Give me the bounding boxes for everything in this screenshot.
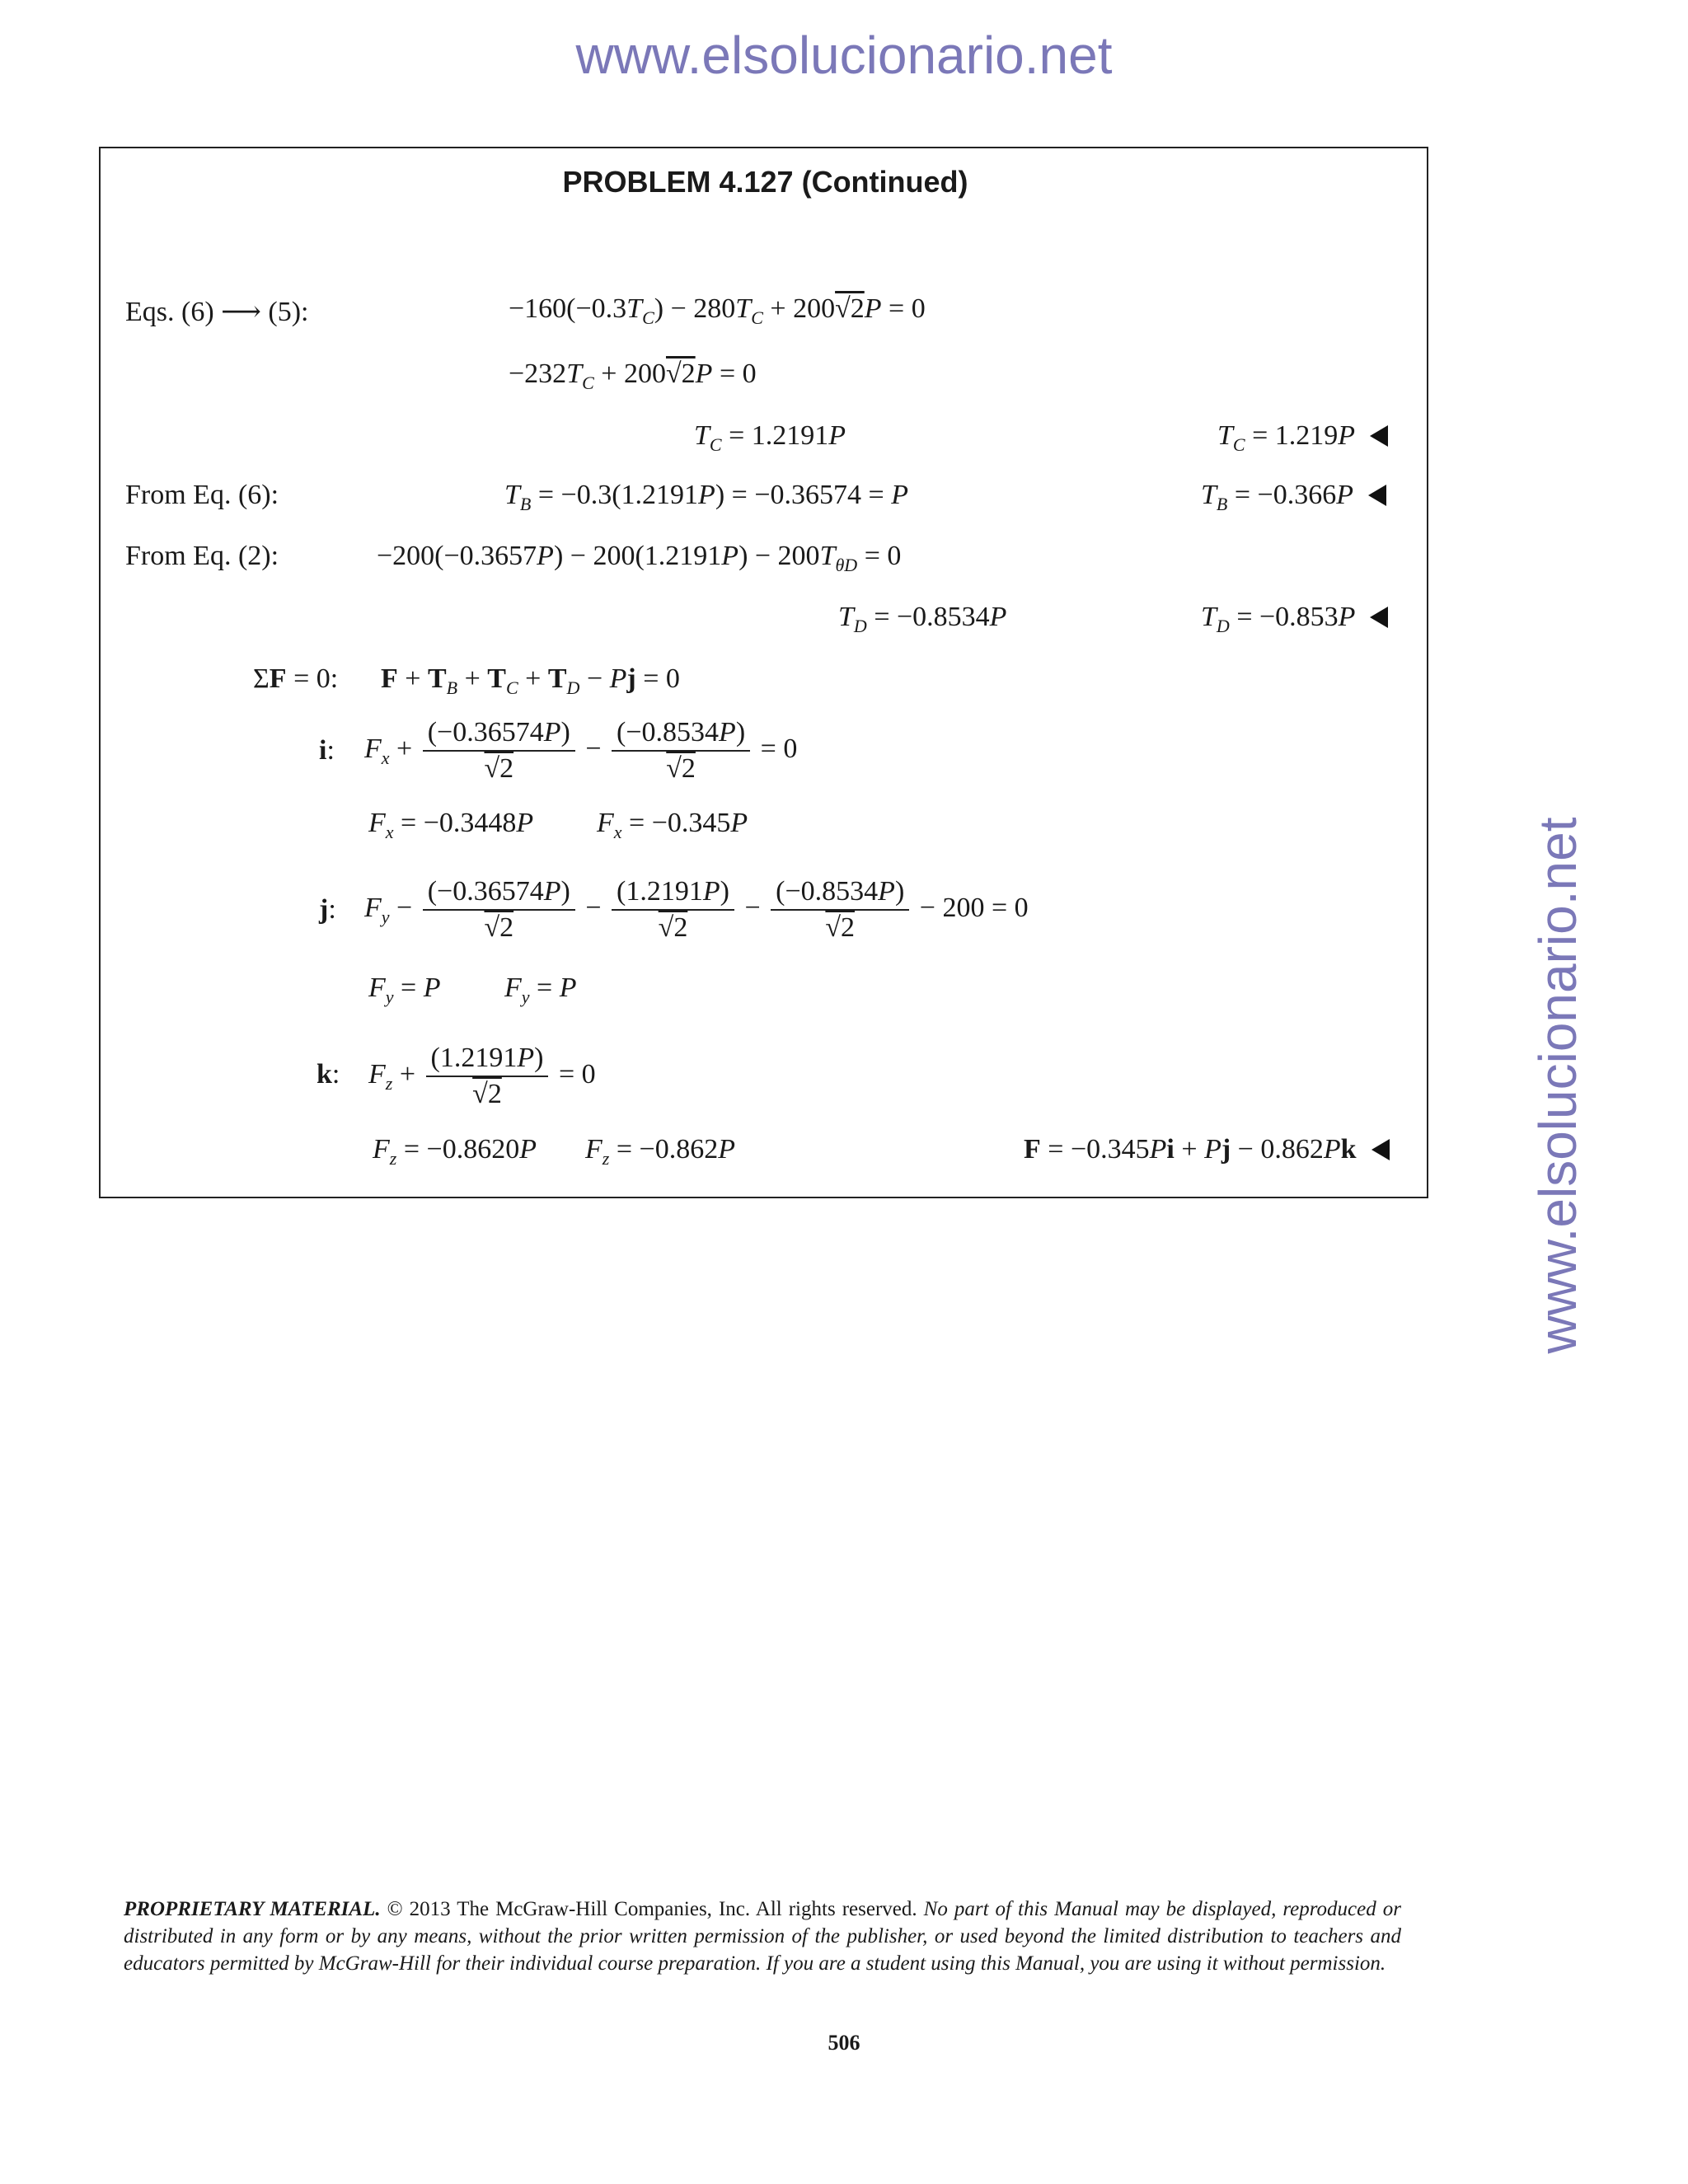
sum-equation: $F + T_B + T_C + T_D - Pj = 0$ (381, 663, 680, 698)
fy-value: $F_y = P$ (368, 972, 441, 1007)
equation-2: $-232T_C + 200√2P = 0$ (509, 359, 757, 393)
footer-copyright: © 2013 The McGraw-Hill Companies, Inc. All rights reserved. (380, 1898, 924, 1920)
footer-permission: No part of this Manual may be displayed, reproduced or distributed in any form or by any means, without the prior written permission of the publisher, or used beyond the limited distribution to teachers and educators permitted by McGraw-Hill for their individual course preparation. If you are a student using this Manual, you are using it without permission. (124, 1898, 1401, 1975)
label-i: i: (319, 735, 335, 766)
td-answer: $T_D = -0.853P$ (1201, 602, 1388, 633)
label-eqs-6-to-5: Eqs. (6) ⟶ (5): (125, 297, 309, 327)
label-from-eq6: From Eq. (6): (125, 480, 279, 510)
page-number: 506 (828, 2031, 860, 2055)
tc-value: $T_C = 1.2191P$ (694, 420, 846, 455)
problem-title: PROBLEM 4.127 (Continued) (562, 165, 968, 199)
answer-marker-icon (1368, 485, 1386, 506)
answer-marker-icon (1370, 607, 1388, 628)
label-j: j: (319, 894, 336, 925)
solution-box (99, 147, 1428, 1198)
watermark-side: www.elsolucionario.net (1528, 817, 1587, 1354)
k-equation: $F_z$ + $\frac{(1.2191P)}{√2}$ = 0 (368, 1043, 596, 1109)
i-equation: $F_x$ + $\frac{(-0.36574P)}{√2}$ − $\frac{(-0.8534P)}{√2}$ = 0 (364, 717, 798, 784)
fx-answer: $F_x = -0.345P$ (597, 808, 748, 842)
answer-marker-icon (1372, 1139, 1390, 1160)
j-equation: $F_y$ − $\frac{(-0.36574P)}{√2}$ − $\frac{(1.2191P)}{√2}$ − $\frac{(-0.8534P)}{√2}$ − 200 = 0 (364, 876, 1029, 943)
equation-1: $-160(-0.3T_C) - 280T_C + 200√2P = 0$ (509, 293, 926, 328)
footer-proprietary: PROPRIETARY MATERIAL. (124, 1898, 381, 1920)
f-answer: F = −0.345Pi + Pj − 0.862Pk (1024, 1134, 1390, 1165)
fx-value: $F_x = -0.3448P$ (368, 808, 534, 842)
label-k: k: (316, 1059, 340, 1090)
fz-value: $F_z = -0.8620P$ (373, 1134, 537, 1169)
answer-marker-icon (1370, 425, 1388, 447)
equation-from-eq2: $-200(-0.3657P) - 200(1.2191P) - 200T_{\theta D} = 0$ (377, 541, 902, 575)
td-value: $T_D = -0.8534P$ (838, 602, 1007, 636)
label-from-eq2: From Eq. (2): (125, 541, 279, 571)
fz-answer: $F_z = -0.862P$ (585, 1134, 735, 1169)
footer-notice (124, 1896, 1401, 1977)
fy-answer: $F_y = P$ (504, 972, 577, 1007)
tc-answer: $T_C = 1.219P$ (1217, 420, 1388, 452)
tb-value: $T_B = -0.3(1.2191P) = -0.36574 = P$ (504, 480, 908, 514)
label-sum-f: ΣF = 0: (253, 663, 339, 694)
watermark-top: www.elsolucionario.net (575, 26, 1113, 85)
tb-answer: $T_B = -0.366P$ (1201, 480, 1386, 511)
